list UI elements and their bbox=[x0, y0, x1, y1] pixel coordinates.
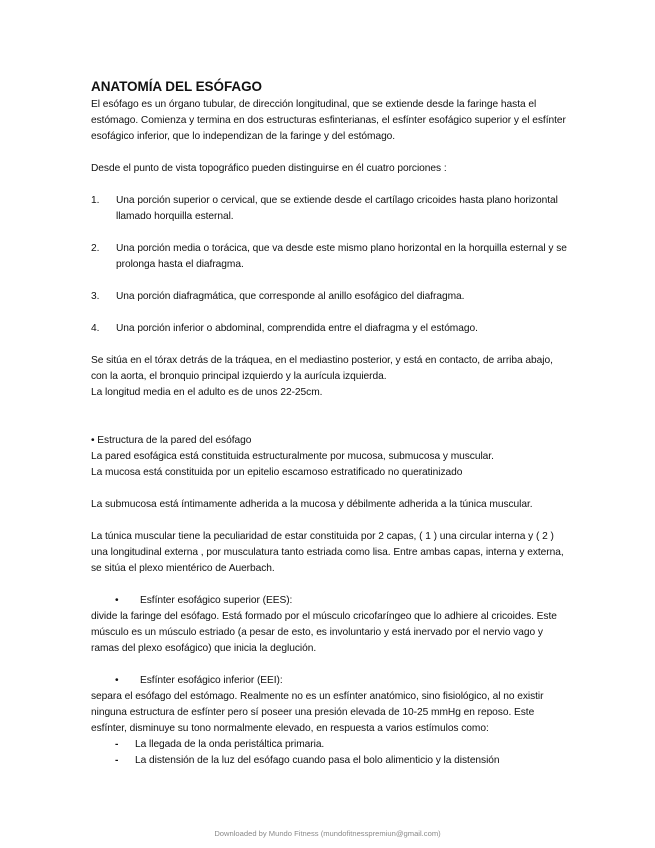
dash-icon: - bbox=[115, 755, 119, 766]
spacer bbox=[91, 577, 569, 593]
eei-heading-row bbox=[91, 673, 569, 689]
bullet-icon: • bbox=[115, 595, 119, 606]
portion-item-4 bbox=[91, 321, 569, 337]
portion-number: 4. bbox=[91, 323, 100, 334]
muscular-paragraph: La túnica muscular tiene la peculiaridad de estar constituida por 2 capas, ( 1 ) una circular interna y ( 2 ) una longitudinal externa , por musculatura tanto estriada como lisa. Entre ambas capas, interna y externa, se sitúa el plexo mientérico de Auerbach. bbox=[91, 531, 564, 574]
portion-number: 1. bbox=[91, 195, 100, 206]
spacer bbox=[91, 513, 569, 529]
spacer bbox=[91, 401, 569, 433]
document-page bbox=[91, 78, 569, 769]
eei-heading: Esfínter esofágico inferior (EEI): bbox=[140, 675, 283, 686]
intro-paragraph: El esófago es un órgano tubular, de dirección longitudinal, que se extiende desde la faringe hasta el estómago. Comienza y termina en dos estructuras esfinterianas, el esfínter esofágico superior y el esfínter esofágico inferior, que lo independizan de la faringe y del estómago. bbox=[91, 99, 566, 142]
structure-heading: • Estructura de la pared del esófago bbox=[91, 435, 252, 446]
spacer bbox=[91, 225, 569, 241]
spacer bbox=[91, 481, 569, 497]
structure-line-2: La mucosa está constituida por un epitelio escamoso estratificado no queratinizado bbox=[91, 467, 463, 478]
eei-stimulus-item bbox=[91, 737, 569, 753]
ees-heading-row bbox=[91, 593, 569, 609]
spacer bbox=[91, 273, 569, 289]
portion-item-1 bbox=[91, 193, 569, 225]
portion-text: Una porción diafragmática, que corresponde al anillo esofágico del diafragma. bbox=[116, 291, 465, 302]
portion-number: 2. bbox=[91, 243, 100, 254]
spacer bbox=[91, 305, 569, 321]
topography-intro: Desde el punto de vista topográfico pueden distinguirse en él cuatro porciones : bbox=[91, 163, 447, 174]
portion-item-2 bbox=[91, 241, 569, 273]
location-paragraph: Se sitúa en el tórax detrás de la tráquea, en el mediastino posterior, y está en contacto, de arriba abajo, con la aorta, el bronquio principal izquierdo y la aurícula izquierda. bbox=[91, 355, 553, 382]
structure-line-1: La pared esofágica está constituida estructuralmente por mucosa, submucosa y muscular. bbox=[91, 451, 494, 462]
spacer bbox=[91, 657, 569, 673]
stimulus-text: La distensión de la luz del esófago cuando pasa el bolo alimenticio y la distensión bbox=[135, 755, 500, 766]
download-footer: Downloaded by Mundo Fitness (mundofitnesspremiun@gmail.com) bbox=[214, 829, 441, 838]
eei-stimulus-item bbox=[91, 753, 569, 769]
stimulus-text: La llegada de la onda peristáltica primaria. bbox=[135, 739, 325, 750]
length-paragraph: La longitud media en el adulto es de unos 22-25cm. bbox=[91, 387, 323, 398]
eei-paragraph: separa el esófago del estómago. Realmente no es un esfínter anatómico, sino fisiológico, al no existir ninguna estructura de esfínter pero sí poseer una presión elevada de 10-25 mmHg en reposo. Este esfínter, disminuye su tono normalmente elevado, en respuesta a varios estímulos como: bbox=[91, 691, 544, 734]
submucosa-paragraph: La submucosa está íntimamente adherida a la mucosa y débilmente adherida a la túnica muscular. bbox=[91, 499, 533, 510]
portion-number: 3. bbox=[91, 291, 100, 302]
ees-paragraph: divide la faringe del esófago. Está formado por el músculo cricofaríngeo que lo adhiere al cricoides. Este músculo es un músculo estriado (a pesar de esto, es involuntario y está inervado por el nervio vago y ramas del plexo esofágico) que inicia la deglución. bbox=[91, 611, 557, 654]
ees-heading: Esfínter esofágico superior (EES): bbox=[140, 595, 293, 606]
portion-text: Una porción inferior o abdominal, comprendida entre el diafragma y el estómago. bbox=[116, 323, 478, 334]
portion-item-3 bbox=[91, 289, 569, 305]
spacer bbox=[91, 177, 569, 193]
portion-text: Una porción superior o cervical, que se extiende desde el cartílago cricoides hasta plano horizontal llamado horquilla esternal. bbox=[116, 195, 558, 222]
spacer bbox=[91, 145, 569, 161]
portion-text: Una porción media o torácica, que va desde este mismo plano horizontal en la horquilla esternal y se prolonga hasta el diafragma. bbox=[116, 243, 567, 270]
spacer bbox=[91, 337, 569, 353]
dash-icon: - bbox=[115, 739, 119, 750]
bullet-icon: • bbox=[115, 675, 119, 686]
document-title: ANATOMÍA DEL ESÓFAGO bbox=[91, 79, 263, 94]
